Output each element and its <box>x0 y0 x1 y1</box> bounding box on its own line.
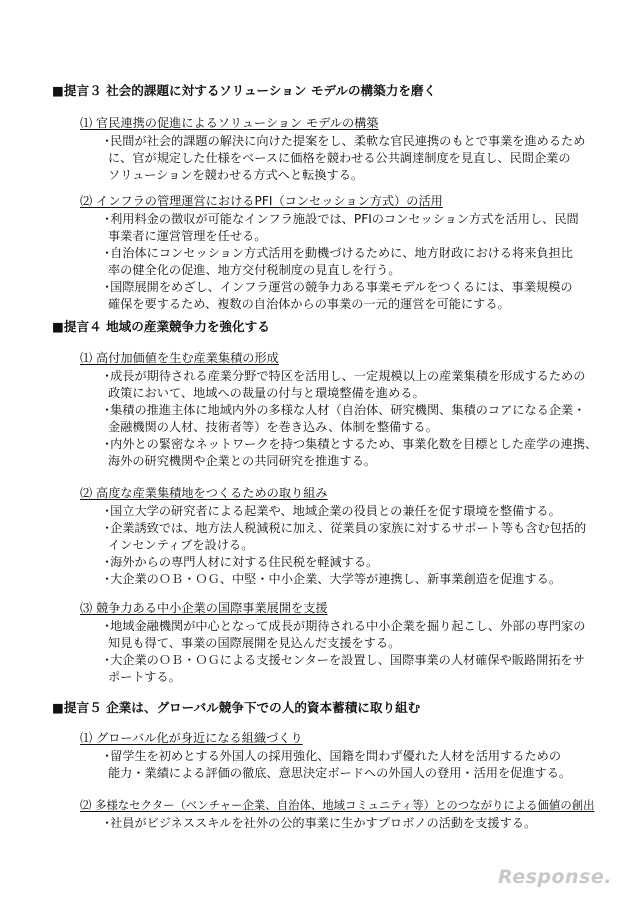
bullet-item: ･利用料金の徴収が可能なインフラ施設では、PFIのコンセッション方式を活用し、民間 事業者に運営管理を任せる。 <box>104 212 579 243</box>
proposal-4-section-1 <box>80 350 620 470</box>
proposal-3-title <box>52 83 612 99</box>
bullet-item: ･国立大学の研究者による起業や、地域企業の役員との兼任を促す環境を整備する。 <box>104 504 561 518</box>
proposal-heading: ■提言５ 企業は、グローバル競争下での人的資本蓄積に取り組む <box>52 700 421 715</box>
proposal-3-section-2 <box>80 193 620 313</box>
bullet-item: ･民間が社会的課題の解決に向けた提案をし、柔軟な官民連携のもとで事業を進めるため に、官が規定した仕様をベースに価格を競わせる公共調達制度を見直し、民間企業の ソリューションを競わせる方式へと転換する。 <box>104 134 586 182</box>
proposal-heading: ■提言４ 地域の産業競争力を強化する <box>52 319 270 334</box>
section-heading: ⑵ 多様なセクター（ベンチャー企業、自治体、地域コミュニティ等）とのつながりによる価値の創出 <box>80 798 595 812</box>
proposal-5-title <box>52 700 612 716</box>
bullet-item: ･留学生を初めとする外国人の採用強化、国籍を問わず優れた人材を活用するための 能力・業績による評価の徹底、意思決定ボードへの外国人の登用・活用を促進する。 <box>104 749 572 780</box>
bullet-item: ･大企業のＯＢ・ＯＧによる支援センターを設置し、国際事業の人材確保や販路開拓をサ ポートする。 <box>104 653 585 684</box>
bullet-item: ･集積の推進主体に地域内外の多様な人材（自治体、研究機関、集積のコアになる企業・ 金融機関の人材、技術者等）を巻き込み、体制を整備する。 <box>104 403 586 434</box>
bullet-item: ･大企業のＯＢ・ＯＧ、中堅・中小企業、大学等が連携し、新事業創造を促進する。 <box>104 572 562 586</box>
proposal-4-title <box>52 319 612 335</box>
bullet-item: ･企業誘致では、地方法人税減税に加え、従業員の家族に対するサポート等も含む包括的 インセンティブを設ける。 <box>104 521 587 552</box>
proposal-5-section-1 <box>80 730 620 782</box>
proposal-heading: ■提言３ 社会的課題に対するソリューション モデルの構築力を磨く <box>52 83 437 98</box>
section-heading: ⑴ 高付加価値を生む産業集積の形成 <box>80 351 279 365</box>
proposal-3-section-1 <box>80 115 620 184</box>
bullet-item: ･自治体にコンセッション方式活用を動機づけるために、地方財政における将来負担比 率の健全化の促進、地方交付税制度の見直しを行う。 <box>104 246 573 277</box>
bullet-item: ･地域金融機関が中心となって成長が期待される中小企業を掘り起こし、外部の専門家の 知見も得て、事業の国際展開を見込んだ支援をする。 <box>104 619 586 650</box>
response-watermark-logo: Response. <box>498 866 612 888</box>
proposal-5-section-2 <box>80 797 620 832</box>
proposal-4-section-2 <box>80 485 620 588</box>
bullet-item: ･内外との緊密なネットワークを持つ集積とするため、事業化数を目標とした産学の連携、 海外の研究機関や企業との共同研究を推進する。 <box>104 437 598 468</box>
bullet-item: ･社員がビジネススキルを社外の公的事業に生かすプロボノの活動を支援する。 <box>104 816 537 830</box>
section-heading: ⑵ 高度な産業集積地をつくるための取り組み <box>80 486 328 500</box>
section-heading: ⑴ 官民連携の促進によるソリューション モデルの構築 <box>80 116 379 130</box>
bullet-item: ･国際展開をめざし、インフラ運営の競争力ある事業モデルをつくるには、事業規模の 確保を要するため、複数の自治体からの事業の一元的運営を可能にする。 <box>104 280 573 311</box>
section-heading: ⑶ 競争力ある中小企業の国際事業展開を支援 <box>80 601 328 615</box>
bullet-item: ･海外からの専門人材に対する住民税を軽減する。 <box>104 555 379 569</box>
proposal-4-section-3 <box>80 600 620 686</box>
section-heading: ⑵ インフラの管理運営におけるPFI（コンセッション方式）の活用 <box>80 194 443 208</box>
section-heading: ⑴ グローバル化が身近になる組織づくり <box>80 731 303 745</box>
bullet-item: ･成長が期待される産業分野で特区を活用し、一定規模以上の産業集積を形成するための 政策において、地域への裁量の付与と環境整備を進める。 <box>104 369 586 400</box>
